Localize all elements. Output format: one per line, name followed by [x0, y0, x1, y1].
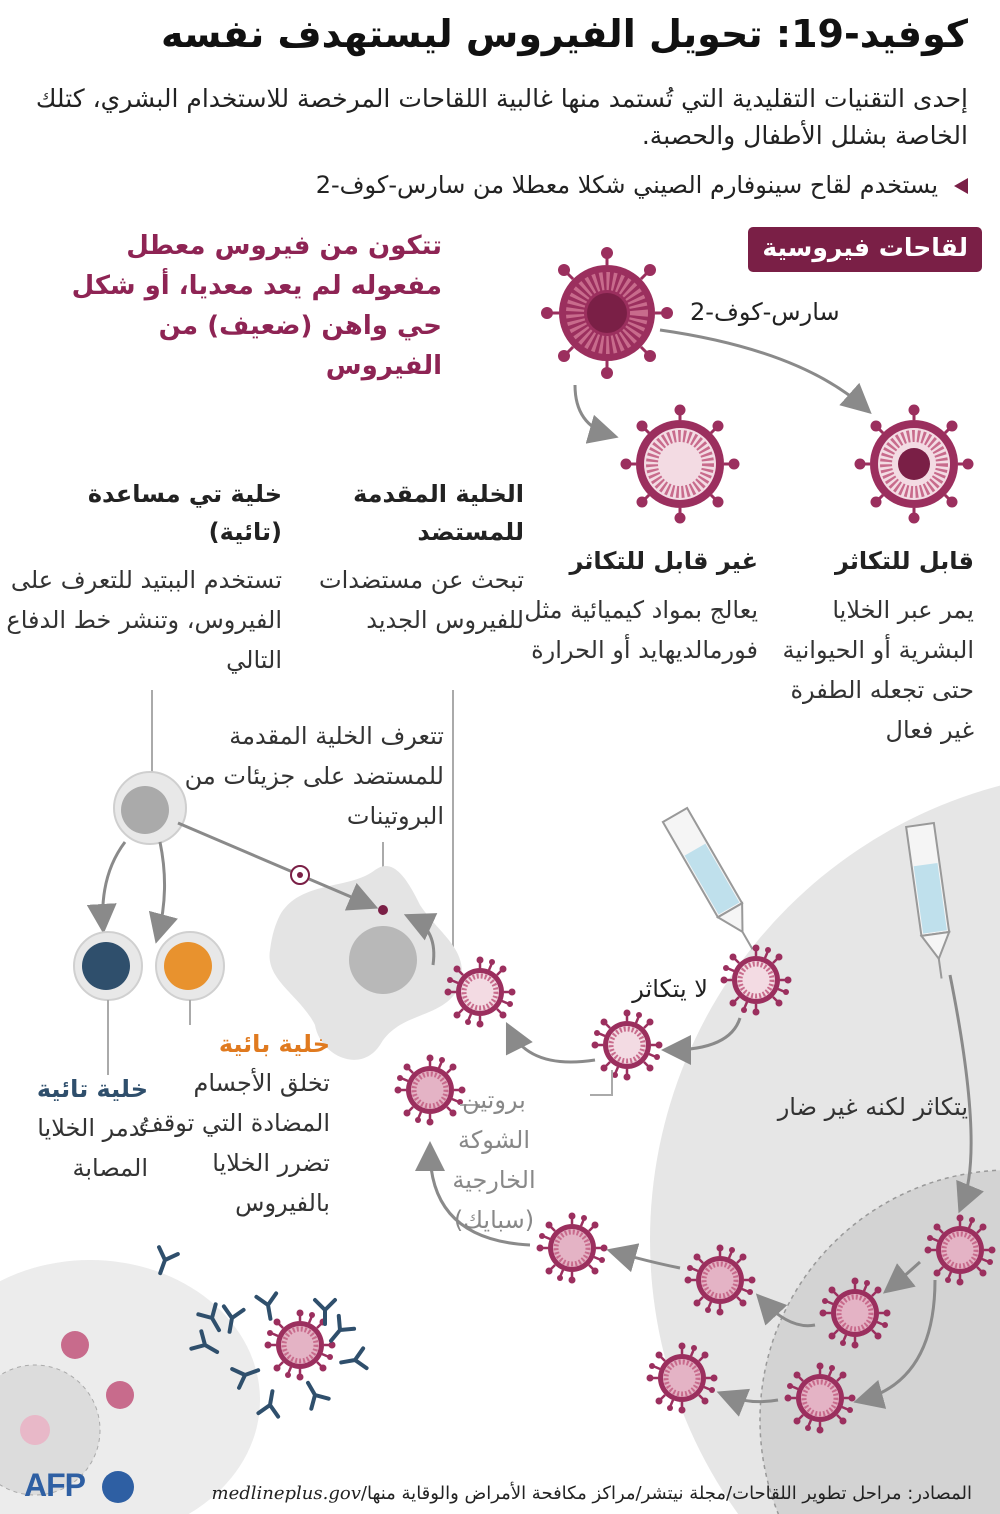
arrow [510, 1030, 595, 1062]
virus-particle-icon [685, 1245, 756, 1316]
replicating-description: يمر عبر الخلايا البشرية أو الحيوانية حتى تجعله الطفرة غير فعال [782, 596, 974, 744]
helper-t-description: تستخدم الببتيد للتعرف على الفيروس، وتنشر خط الدفاع التالي [6, 566, 282, 674]
arrow [103, 842, 125, 925]
syringe-left-icon [663, 808, 765, 956]
apc-title: الخلية المقدمة للمستضد [353, 480, 524, 546]
spike-protein-label: بروتين الشوكة الخارجية (سبايك) [452, 1086, 536, 1234]
page-title: كوفيد-19: تحويل الفيروس ليستهدف نفسه [160, 12, 968, 56]
virus-label: سارس-كوف-2 [690, 298, 840, 326]
b-cell-block [130, 1025, 330, 1223]
virus-particle-icon [785, 1363, 856, 1434]
apc-recognition-text: تتعرف الخلية المقدمة للمستضد على جزيئات من البروتينات [184, 722, 444, 830]
virus-particle-icon [445, 957, 516, 1028]
bullet-text: يستخدم لقاح سينوفارم الصيني شكلا معطلا من سارس-كوف-2 [315, 171, 938, 199]
virus-particle-icon [647, 1343, 718, 1414]
virus-particle-icon [721, 945, 792, 1016]
sources-footer [212, 1483, 972, 1504]
arrow [158, 842, 165, 935]
non-replicating-description: يعالج بمواد كيميائية مثل فورمالديهايد أو الحرارة [524, 596, 758, 664]
receptor-dot [297, 872, 303, 878]
bullet-row [28, 168, 968, 202]
apc-nucleus [349, 926, 417, 994]
killer-t-nucleus [82, 942, 130, 990]
no-replication-label: لا يتكاثر [632, 975, 708, 1003]
sources-text: المصادر: مراحل تطوير اللقاحات/مجلة نيتشر/مراكز مكافحة الأمراض والوقاية منها/ [360, 1483, 972, 1504]
b-cell-nucleus [164, 942, 212, 990]
afp-logo: AFP [24, 1467, 85, 1503]
virus-particle-icon [592, 1010, 663, 1081]
helper-t-title: خلية تي مساعدة (تائية) [87, 480, 282, 546]
small-virus-icon [20, 1415, 50, 1445]
non-replicating-title: غير قابل للتكاثر [569, 547, 758, 575]
b-cell-description: تخلق الأجسام المضادة التي توقف تضرر الخلايا بالفيروس [138, 1069, 330, 1217]
arrow [575, 385, 610, 435]
apc-description: تبحث عن مستضدات للفيروس الجديد [318, 566, 524, 634]
bullet-triangle-icon [954, 178, 968, 194]
killer-t-block [0, 1070, 148, 1188]
intro-text: إحدى التقنيات التقليدية التي تُستمد منها غالبية اللقاحات المرخصة للاستخدام البشري، كتلك الخاصة بشلل الأطفال والحصبة. [35, 84, 968, 150]
viral-vaccines-description: تتكون من فيروس معطل مفعوله لم يعد معديا، أو شكل حي واهن (ضعيف) من الفيروس [71, 231, 442, 381]
connector [590, 1070, 612, 1095]
arrow [660, 330, 865, 408]
small-virus-icon [61, 1331, 89, 1359]
sars-cov-2-virus-icon [541, 247, 673, 379]
section-badge: لقاحات فيروسية [748, 227, 982, 272]
small-virus-icon [106, 1381, 134, 1409]
non-replicating-virus-icon [621, 405, 740, 524]
virus-particle-icon [925, 1215, 996, 1286]
replicating-title: قابل للتكاثر [834, 547, 974, 575]
replicating-virus-icon [855, 405, 974, 524]
afp-logo-dot [102, 1471, 134, 1503]
killer-t-title: خلية تائية [36, 1075, 148, 1103]
b-cell-title: خلية بائية [218, 1030, 330, 1058]
killer-t-description: تُدمر الخلايا المصابة [37, 1114, 148, 1182]
peptide-dot [378, 905, 388, 915]
sources-url: medlineplus.gov [211, 1483, 361, 1504]
virus-particle-icon [820, 1278, 891, 1349]
replicates-harmless-label: يتكاثر لكنه غير ضار [777, 1093, 968, 1121]
